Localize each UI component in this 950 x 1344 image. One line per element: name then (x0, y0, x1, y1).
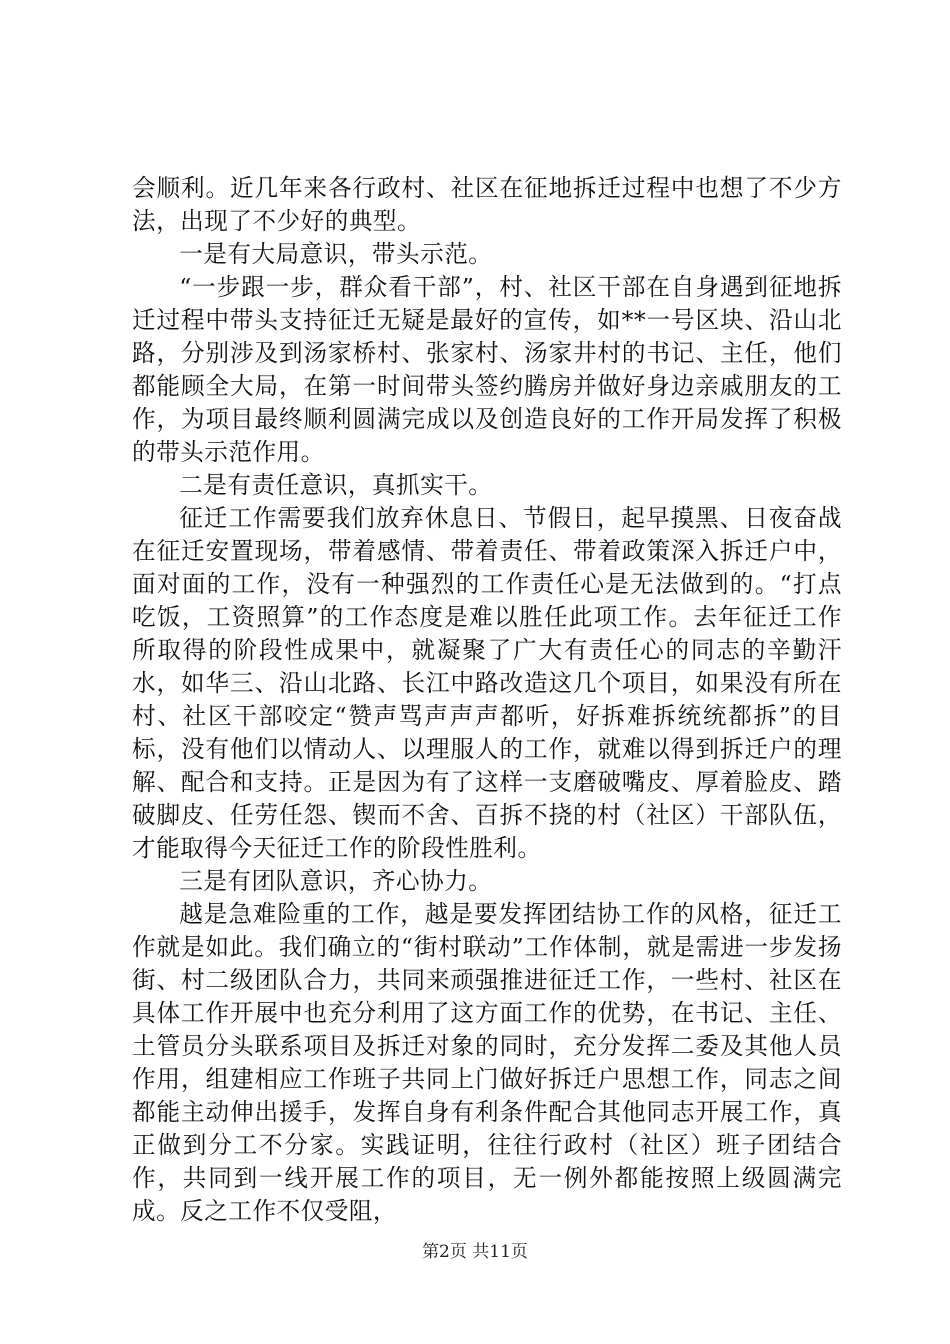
page-number-label: 第2页 共11页 (422, 1242, 528, 1262)
paragraph-teamwork: 越是急难险重的工作，越是要发挥团结协工作的风格，征迁工作就是如此。我们确立的“街村联动”工作体制，就是需进一步发扬街、村二级团队合力，共同来顽强推进征迁工作，一些村、社区在具体工作开展中也充分利用了这方面工作的优势，在书记、主任、土管员分头联系项目及拆迁对象的同时，充分发挥二委及其他人员作用，组建相应工作班子共同上门做好拆迁户思想工作，同志之间都能主动伸出援手，发挥自身有利条件配合其他同志开展工作，真正做到分工不分家。实践证明，往往行政村（社区）班子团结合作，共同到一线开展工作的项目，无一例外都能按照上级圆满完成。反之工作不仅受阻， (132, 900, 842, 1225)
section-heading-teamwork: 三是有团队意识，齐心协力。 (179, 867, 493, 895)
paragraph-overall-awareness: “一步跟一步，群众看干部”，村、社区干部在自身遇到征地拆迁过程中带头支持征迁无疑是最好的宣传，如**一号区块、沿山北路，分别涉及到汤家桥村、张家村、汤家井村的书记、主任，他们都能顾全大局，在第一时间带头签约腾房并做好身边亲戚朋友的工作，为项目最终顺利圆满完成以及创造良好的工作开局发挥了积极的带头示范作用。 (132, 273, 842, 466)
page-footer (0, 1240, 950, 1264)
section-heading-responsibility: 二是有责任意识，真抓实干。 (179, 471, 493, 499)
paragraph-continuation: 会顺利。近几年来各行政村、社区在征地拆迁过程中也想了不少方法，出现了不少好的典型。 (132, 174, 842, 235)
document-body (132, 172, 842, 1228)
paragraph-responsibility: 征迁工作需要我们放弃休息日、节假日，起早摸黑、日夜奋战在征迁安置现场，带着感情、带着责任、带着政策深入拆迁户中，面对面的工作，没有一种强烈的工作责任心是无法做到的。“打点吃饭，工资照算”的工作态度是难以胜任此项工作。去年征迁工作所取得的阶段性成果中，就凝聚了广大有责任心的同志的辛勤汗水，如华三、沿山北路、长江中路改造这几个项目，如果没有所在村、社区干部咬定“赞声骂声声声都听，好拆难拆统统都拆”的目标，没有他们以情动人、以理服人的工作，就难以得到拆迁户的理解、配合和支持。正是因为有了这样一支磨破嘴皮、厚着脸皮、踏破脚皮、任劳任怨、锲而不舍、百拆不挠的村（社区）干部队伍，才能取得今天征迁工作的阶段性胜利。 (132, 504, 842, 862)
section-heading-overall-awareness: 一是有大局意识，带头示范。 (179, 240, 493, 268)
